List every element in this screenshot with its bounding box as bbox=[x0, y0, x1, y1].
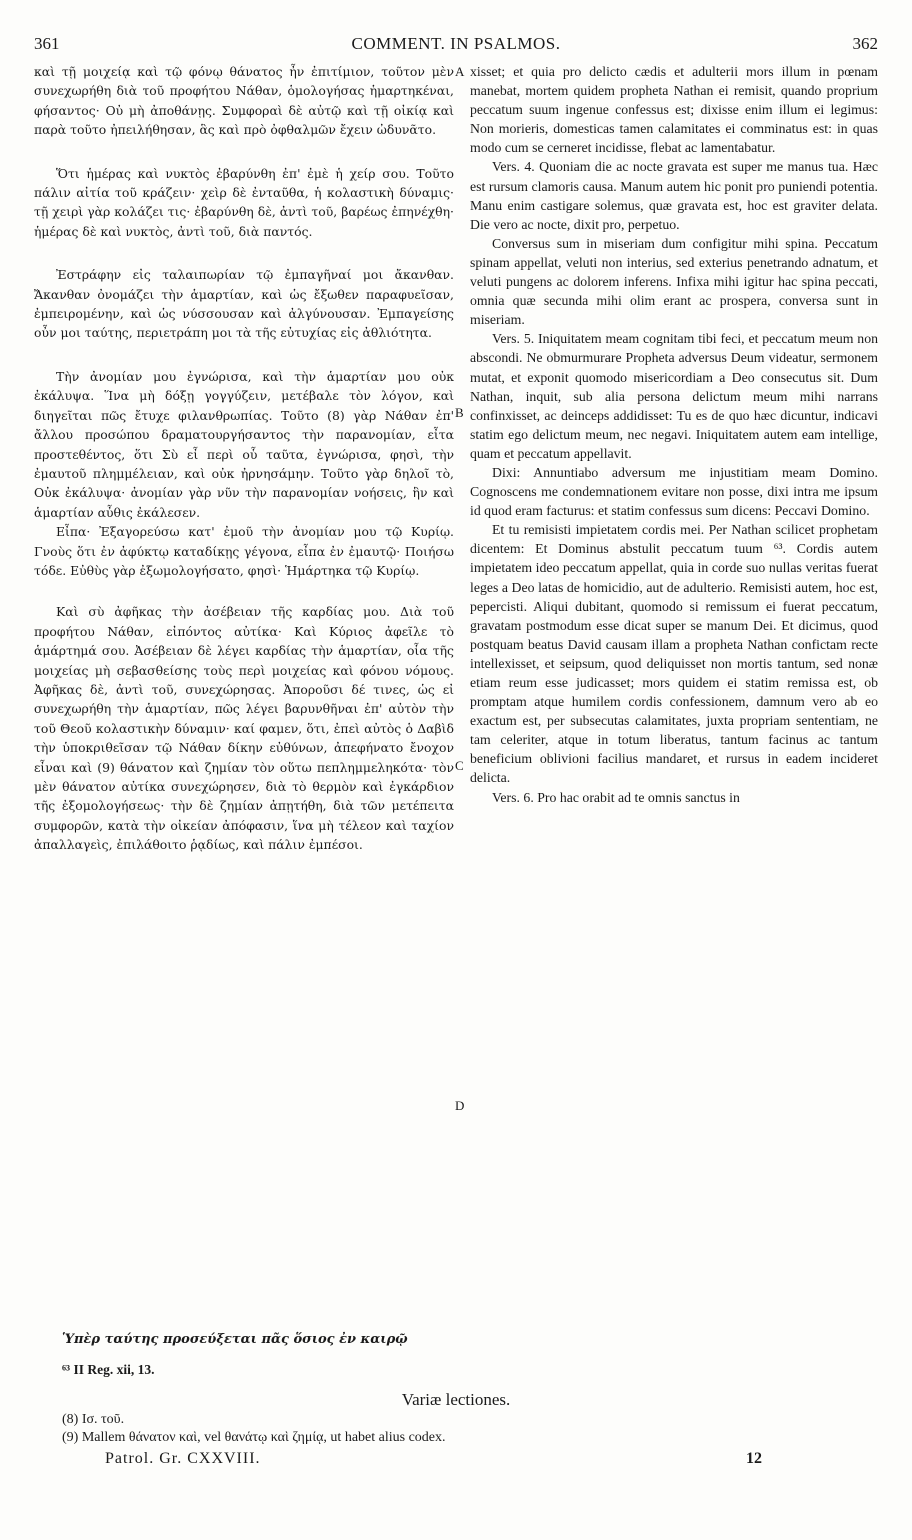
variae-lectiones-title: Variæ lectiones. bbox=[401, 1390, 511, 1409]
latin-column bbox=[470, 62, 878, 807]
greek-verse-heading: Ὑπὲρ ταύτης προσεύξεται πᾶς ὅσιος ἐν καιρῷ bbox=[62, 1332, 408, 1347]
running-title: COMMENT. IN PSALMOS. bbox=[351, 34, 561, 53]
greek-paragraph: καὶ τῇ μοιχείᾳ καὶ τῷ φόνῳ θάνατος ἦν ἐπιτίμιον, τοῦτον μὲν συνεχωρήθη διὰ τοῦ προφήτου Νάθαν, ὁμολογήσας ἡμαρτηκέναι, φήσαντος· Οὐ μὴ ἀποθάνῃς. Συμφοραὶ δὲ αὐτῷ καὶ τῇ οἰκίᾳ καὶ παρὰ τοῦτο ἠπειλήθησαν, ἃς καὶ πρὸ ὀφθαλμῶν ἔχειν ὠδυνᾶτο. bbox=[34, 64, 454, 138]
greek-paragraph: Καὶ σὺ ἀφῆκας τὴν ἀσέβειαν τῆς καρδίας μου. Διὰ τοῦ προφήτου Νάθαν, εἰπόντος αὐτίκα· Καὶ Κύριος ἀφεῖλε τὸ ἁμάρτημά σου. Ἀσέβειαν δὲ λέγει καρδίας τὴν ἁμαρτίαν, οἷα τῆς μοιχείας μὴ σεβασθείσης τοὺς περὶ μοιχείας καὶ φόνου νόμους. Ἀφῆκας δὲ, ἀντὶ τοῦ, συνεχώρησας. Ἀποροῦσι δέ τινες, ὡς εἰ συνεχωρήθη τὴν ἁμαρτίαν, πῶς λέγει βαρυνθῆναι ἐπ' αὐτὸν τὴν τοῦ Θεοῦ κολαστικὴν δύναμιν· καί φαμεν, ὅτι, ἐπεὶ αὐτὸς ὁ Δαβὶδ τὴν ὑποκριθεῖσαν τῷ Νάθαν δίκην εὐθύνων, ἀπεφήνατο ἔνοχον εἶναι καὶ (9) θάνατον καὶ ζημίαν τὸν οὕτω πεπλημμεληκότα· τὸν μὲν θάνατον αὐτίκα συνεχώρησεν, διὰ τὸ θερμὸν καὶ ἐγκάρδιον τῆς ἐξομολογήσεως· τὴν δὲ ζημίαν ἀπῃτήθη, διὰ τῶν μετέπειτα συμφορῶν, κατὰ τὴν οἰκείαν ἀπόφασιν, ἵνα μὴ τέλεον καὶ ταχίον ἀπαλλαγεὶς, ἐπιλάθοιτο ῥᾳδίως, καὶ πάλιν ἐμπέσοι. bbox=[34, 604, 454, 853]
left-page-number: 361 bbox=[34, 34, 60, 53]
greek-paragraph: Ἐστράφην εἰς ταλαιπωρίαν τῷ ἐμπαγῆναί μοι ἄκανθαν. Ἄκανθαν ὀνομάζει τὴν ἁμαρτίαν, καὶ ὡς ἔξωθεν παραφυεῖσαν, ἐμπειρομένην, καὶ ὡς νύσσουσαν καὶ ἀλγύνουσαν. Ἐμπαγείσης οὖν μοι ταύτης, περιετράπη μοι τὰ τῆς εὐτυχίας εἰς ἀθλιότητα. bbox=[34, 267, 454, 341]
margin-letter-c: C bbox=[455, 758, 464, 773]
variant-reading: (9) Mallem θάνατον καὶ, vel θανάτῳ καὶ ζημίᾳ, ut habet alius codex. bbox=[62, 1430, 446, 1445]
greek-paragraph: Εἶπα· Ἐξαγορεύσω κατ' ἐμοῦ τὴν ἀνομίαν μου τῷ Κυρίῳ. Γνοὺς ὅτι ἐν ἀφύκτῳ καταδίκῃς γέγονα, εἶπα ἐν ἐμαυτῷ· Ποιήσω τόδε. Εὐθὺς γὰρ ἐξωμολογήσατο, φησὶ· Ἡμάρτηκα τῷ Κυρίῳ. bbox=[34, 524, 454, 578]
variant-reading: (8) Ισ. τοῦ. bbox=[62, 1412, 125, 1427]
latin-paragraph: xisset; et quia pro delicto cædis et adulterii mors illum in pœnam manebat, mortem quidem propheta Nathan ei remisit, quando proprium peccatum suum ingenue confessus est; dixisse enim illum ei legimus: Non morieris, domesticas tamen calamitates ei comminatus est: in quas modo cum se cerneret incidisse, flebat ac lamentabatur. bbox=[470, 64, 878, 156]
right-page-number: 362 bbox=[852, 34, 878, 53]
margin-letter-d: D bbox=[455, 1098, 465, 1113]
greek-paragraph: Τὴν ἀνομίαν μου ἐγνώρισα, καὶ τὴν ἁμαρτίαν μου οὐκ ἐκάλυψα. Ἵνα μὴ δόξῃ γογγύζειν, μετέβαλε τὸν λόγον, καὶ διηγεῖται πῶς ἔτυχε φιλανθρωπίας. Τοῦτο (8) γὰρ Νάθαν ἐπ' ἄλλου προσώπου δραματουργήσαντος τὴν παρανομίαν, εἶτα προστεθέντος, ὅτι Σὺ εἶ περὶ οὗ ταῦτα, ἐγνώρισα, φησὶ, τὴν ἐμαυτοῦ πλημμέλειαν, καὶ οὐκ ἠρνησάμην. Τοῦτο γὰρ δηλοῖ τὸ, Οὐκ ἐκάλυψα· ἀνομίαν γὰρ νῦν τὴν παρανομίαν νοήσεις, ἣν καὶ ἁμαρτίαν αὖθις ἐκάλεσεν. bbox=[34, 368, 454, 520]
latin-paragraph: Dixi: Annuntiabo adversum me injustitiam meam Domino. Cognoscens me condemnationem evitare non posse, dixi intra me ipsum id quod eram facturus: et statim confessus sum dicens: Peccavi Domino. bbox=[470, 464, 878, 519]
latin-paragraph: Vers. 4. Quoniam die ac nocte gravata est super me manus tua. Hæc est rursum clamoris causa. Manum autem hic ponit pro puniendi potentia. Manu enim castigare solemus, quæ gravata est, hoc est graviter delata. Die vero ac nocte, dixit pro, perpetuo. bbox=[470, 159, 878, 232]
margin-letter-b: B bbox=[455, 405, 464, 420]
gathering-number: 12 bbox=[746, 1450, 762, 1467]
latin-paragraph: Vers. 5. Iniquitatem meam cognitam tibi feci, et peccatum meum non abscondi. Ne obmurmurare Propheta adversus Deum videatur, sermonem mutat, et exponit quomodo misericordiam a Deo consecutus sit. Dum Nathan, inquit, sub alia persona delictum meum mihi narrans confinxisset, ac deinceps addidisset: Tu es de quo hæc dicuntur, indicavi statim ego delictum meum, nec negavi. Iniquitatem autem eam intellige, quam et peccatum appellavit. bbox=[470, 331, 878, 461]
latin-paragraph: Vers. 6. Pro hac orabit ad te omnis sanctus in bbox=[492, 789, 740, 805]
series-signature: Patrol. Gr. CXXVIII. bbox=[105, 1450, 261, 1467]
greek-paragraph: Ὅτι ἡμέρας καὶ νυκτὸς ἐβαρύνθη ἐπ' ἐμὲ ἡ χείρ σου. Τοῦτο πάλιν αἰτία τοῦ κράζειν· χεὶρ δὲ ἐνταῦθα, ἡ κολαστικὴ δύναμις· τῇ χειρὶ γὰρ κολάζει τις· ἐβαρύνθη δὲ, ἀντὶ τοῦ, βαρέως ἐπηνέχθη· ἡμέρας δὲ καὶ νυκτὸς, ἀντὶ τοῦ, διὰ παντός. bbox=[34, 165, 454, 239]
latin-paragraph: Conversus sum in miseriam dum configitur mihi spina. Peccatum spinam appellat, veluti non interius, sed exterius penetrando adnatum, et veluti pungens ac dolorem inferens. Infixa mihi igitur hac spina peccati, omnia quæ secunda mihi olim erant ac prospera, conversa sunt in miseriam. bbox=[470, 235, 878, 328]
greek-column bbox=[34, 62, 454, 855]
page-header bbox=[34, 34, 878, 56]
margin-letter-a: A bbox=[455, 64, 465, 79]
scripture-footnote: ⁶³ II Reg. xii, 13. bbox=[62, 1362, 155, 1377]
latin-paragraph: Et tu remisisti impietatem cordis mei. Per Nathan scilicet prophetam dicentem: Et Dominus abstulit peccatum tuum ⁶³. Cordis autem impietatem ideo peccatum appellat, quia in corde suo nullas veritas fuerat leges a Deo latas de homicidio, aut de adulterio. Remisisti autem, hoc est, pepercisti. Aliqui dubitant, quomodo si remissum ei fuerat peccatum, gravatam postmodum esse dicat super se manum Dei. Et dicimus, quod postquam beatus David causam illam a propheta Nathan confictam recte intellexisset, et seipsum, quod deliquisset non mortis tantum, sed nonæ etiam reum esse judicasset; mors quidem ei statim remissa est, ob promptam atque humilem cordis confessionem, damnum vero ab eo exactum est, per subsecutas calamitates, juxta propriam sententiam, ne tam celeriter, atque in totum liberatus, tantum facinus ac tantum beneficium oblivioni facilius mandaret, et rursus in eadem incideret delicta. bbox=[470, 522, 878, 786]
